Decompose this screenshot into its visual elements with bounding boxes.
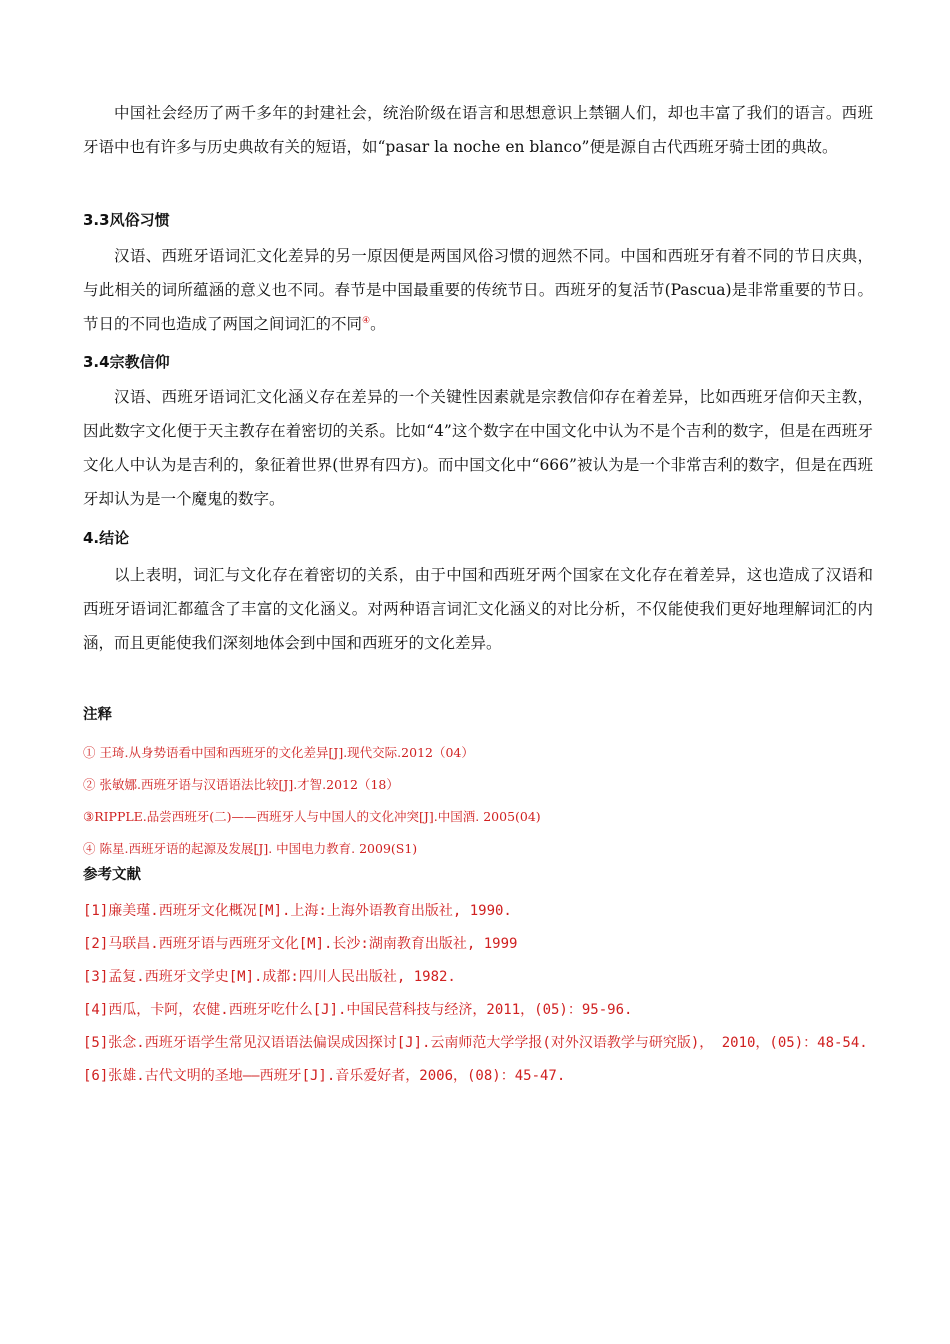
paragraph-religion-text: 汉语、西班牙语词汇文化涵义存在差异的一个关键性因素就是宗教信仰存在着差异，比如西班牙信仰天主教，因此数字文化便于天主教存在着密切的关系。比如“4”这个数字在中国文化中认为不是个吉利的数字，但是在西班牙文化人中认为是吉利的，象征着世界(世界有四方)。而中国文化中“666”被认为是一个非常吉利的数字，但是在西班牙却认为是一个魔鬼的数字。: [83, 388, 873, 508]
section-heading-3-3: 3.3风俗习惯: [83, 211, 170, 229]
paragraph-conclusion: [83, 558, 873, 660]
note-item: ① 王琦.从身势语看中国和西班牙的文化差异[J].现代交际.2012（04）: [83, 745, 474, 760]
notes-list: [83, 737, 541, 865]
footnote-ref-4[interactable]: ④: [362, 315, 371, 326]
references-heading: 参考文献: [83, 867, 141, 883]
note-item: ③RIPPLE.品尝西班牙(二)——西班牙人与中国人的文化冲突[J].中国酒. 2005(04): [83, 809, 541, 824]
paragraph-history-text: 中国社会经历了两千多年的封建社会，统治阶级在语言和思想意识上禁锢人们，却也丰富了我们的语言。西班牙语中也有许多与历史典故有关的短语，如“pasar la noche en blanco”便是源自古代西班牙骑士团的典故。: [83, 104, 873, 156]
references-list: [83, 895, 878, 1093]
reference-item: [1]廉美瑾.西班牙文化概况[M].上海:上海外语教育出版社, 1990.: [83, 903, 512, 919]
paragraph-history: [83, 96, 873, 164]
paragraph-customs: [83, 239, 873, 341]
paragraph-conclusion-text: 以上表明，词汇与文化存在着密切的关系，由于中国和西班牙两个国家在文化存在着差异，这也造成了汉语和西班牙语词汇都蕴含了丰富的文化涵义。对两种语言词汇文化涵义的对比分析，不仅能使我们更好地理解词汇的内涵，而且更能使我们深刻地体会到中国和西班牙的文化差异。: [83, 566, 873, 652]
reference-item: [6]张雄.古代文明的圣地——西班牙[J].音乐爱好者，2006，(08)：45-47.: [83, 1068, 566, 1084]
paragraph-customs-end: 。: [370, 315, 386, 333]
section-heading-4: 4.结论: [83, 529, 130, 547]
note-item: ② 张敏娜.西班牙语与汉语语法比较[J].才智.2012（18）: [83, 777, 399, 792]
notes-heading: 注释: [83, 707, 112, 723]
note-item: ④ 陈星.西班牙语的起源及发展[J]. 中国电力教育. 2009(S1): [83, 841, 418, 856]
reference-item: [5]张念.西班牙语学生常见汉语语法偏误成因探讨[J].云南师范大学学报(对外汉语教学与研究版)， 2010，(05)：48-54.: [83, 1035, 868, 1051]
paragraph-religion: [83, 380, 873, 516]
reference-item: [2]马联昌.西班牙语与西班牙文化[M].长沙:湖南教育出版社, 1999: [83, 936, 518, 952]
reference-item: [3]孟复.西班牙文学史[M].成都:四川人民出版社, 1982.: [83, 969, 456, 985]
paragraph-customs-text: 汉语、西班牙语词汇文化差异的另一原因便是两国风俗习惯的迥然不同。中国和西班牙有着不同的节日庆典，与此相关的词所蕴涵的意义也不同。春节是中国最重要的传统节日。西班牙的复活节(Pascua)是非常重要的节日。节日的不同也造成了两国之间词汇的不同: [83, 247, 873, 333]
section-heading-3-4: 3.4宗教信仰: [83, 353, 170, 371]
reference-item: [4]西瓜，卡阿，农健.西班牙吃什么[J].中国民营科技与经济，2011，(05)：95-96.: [83, 1002, 633, 1018]
